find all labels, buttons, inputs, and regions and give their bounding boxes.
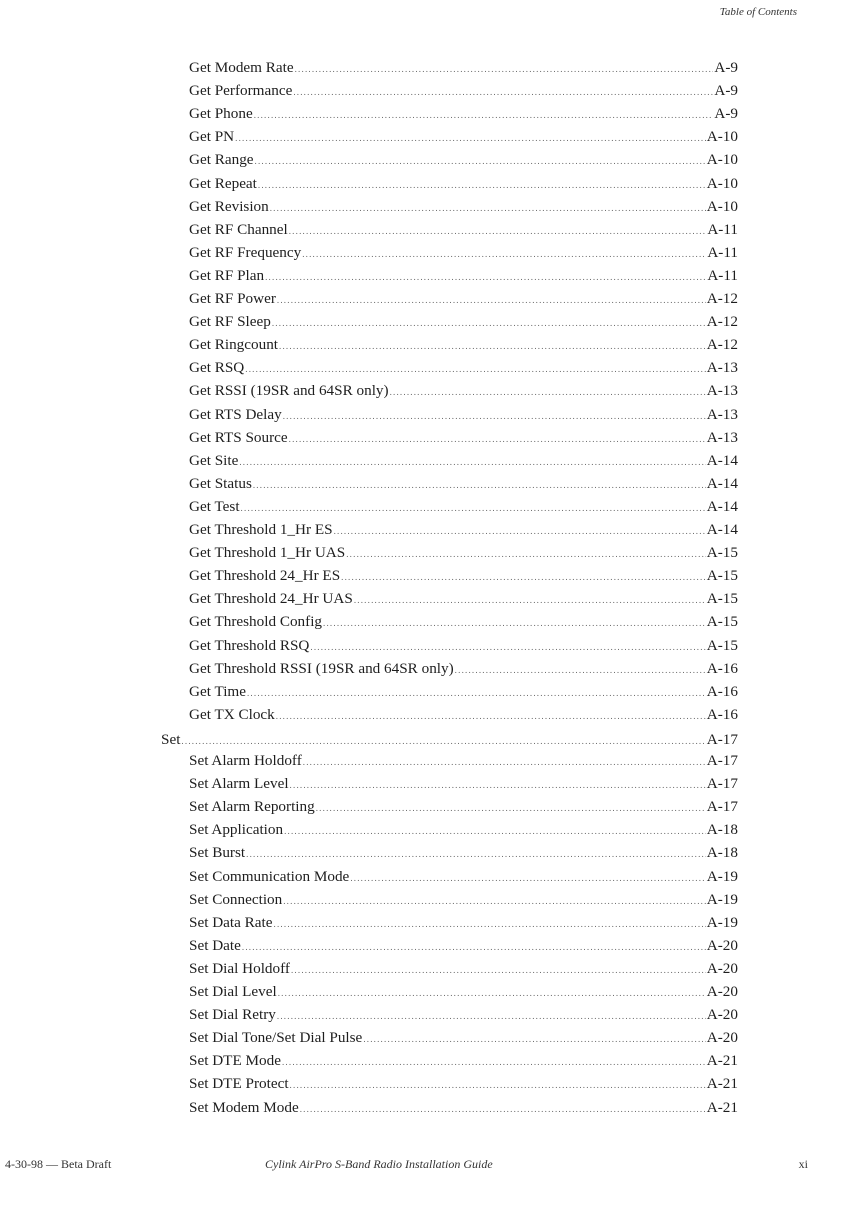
toc-entry-label: Get RSQ xyxy=(189,359,245,377)
toc-entry-label: Get Threshold Config xyxy=(189,613,323,631)
toc-entry-page: A-14 xyxy=(706,451,738,469)
toc-entry[interactable] xyxy=(189,333,738,356)
toc-entry-label: Get Time xyxy=(189,682,246,700)
page-footer xyxy=(0,1157,865,1177)
toc-leader-dots xyxy=(254,104,714,125)
toc-entry-page: A-13 xyxy=(706,359,738,377)
toc-leader-dots xyxy=(316,797,706,818)
toc-entry-page: A-19 xyxy=(706,867,738,885)
toc-entry[interactable] xyxy=(189,449,738,472)
toc-leader-dots xyxy=(283,890,706,911)
toc-entry[interactable] xyxy=(189,980,738,1003)
toc-entry-page: A-11 xyxy=(707,243,738,261)
toc-entry-label: Set Dial Level xyxy=(189,983,277,1000)
toc-leader-dots xyxy=(291,959,706,980)
toc-entry-page: A-17 xyxy=(706,752,738,769)
toc-leader-dots xyxy=(293,81,713,102)
toc-leader-dots xyxy=(245,358,706,379)
toc-entry-label: Get RSSI (19SR and 64SR only) xyxy=(189,382,389,400)
toc-entry-label: Get Performance xyxy=(189,82,293,100)
toc-entry-label: Get RF Channel xyxy=(189,220,288,238)
toc-entry[interactable] xyxy=(189,957,738,980)
toc-entry[interactable] xyxy=(189,241,738,264)
toc-leader-dots xyxy=(279,335,706,356)
toc-entry[interactable] xyxy=(189,518,738,541)
toc-entry-label: Set DTE Protect xyxy=(189,1075,289,1093)
toc-entry[interactable] xyxy=(189,287,738,310)
toc-entry-label: Get RF Sleep xyxy=(189,313,271,331)
toc-entry-page: A-20 xyxy=(706,1029,738,1047)
toc-leader-dots xyxy=(277,1005,706,1026)
toc-leader-dots xyxy=(241,497,706,518)
toc-entry[interactable] xyxy=(161,728,738,751)
footer-date: 4-30-98 — Beta Draft xyxy=(5,1157,112,1171)
toc-entry-page: A-14 xyxy=(706,521,738,538)
toc-entry-label: Set xyxy=(161,730,181,748)
toc-entry-page: A-14 xyxy=(706,497,738,515)
toc-entry[interactable] xyxy=(189,1003,738,1026)
toc-entry[interactable] xyxy=(189,680,738,703)
toc-leader-dots xyxy=(455,659,706,680)
toc-leader-dots xyxy=(334,520,706,541)
toc-leader-dots xyxy=(295,58,714,79)
toc-entry[interactable] xyxy=(189,172,738,195)
toc-entry[interactable] xyxy=(189,1026,738,1049)
toc-leader-dots xyxy=(282,1051,706,1072)
toc-entry-label: Set Dial Tone/Set Dial Pulse xyxy=(189,1029,363,1047)
toc-entry-label: Get Ringcount xyxy=(189,336,279,354)
toc-entry[interactable] xyxy=(189,795,738,818)
toc-entry-page: A-10 xyxy=(706,197,738,215)
toc-entry-page: A-10 xyxy=(706,174,738,192)
toc-entry-label: Get Modem Rate xyxy=(189,59,294,76)
toc-entry[interactable] xyxy=(189,195,738,218)
toc-entry[interactable] xyxy=(189,379,738,402)
toc-entry-page: A-20 xyxy=(706,1006,738,1024)
toc-entry-page: A-13 xyxy=(706,382,738,400)
toc-entry-label: Set Date xyxy=(189,936,241,954)
toc-leader-dots xyxy=(300,1098,706,1119)
toc-entry-page: A-11 xyxy=(707,266,738,284)
toc-entry-label: Get Threshold 24_Hr ES xyxy=(189,567,341,585)
toc-entry-label: Set Application xyxy=(189,821,284,839)
toc-entry-page: A-15 xyxy=(706,544,738,562)
toc-entry-label: Get Test xyxy=(189,497,240,515)
toc-leader-dots xyxy=(181,730,705,751)
toc-entry[interactable] xyxy=(189,610,738,633)
toc-entry[interactable] xyxy=(189,264,738,287)
toc-leader-dots xyxy=(265,266,706,287)
toc-leader-dots xyxy=(283,405,706,426)
toc-leader-dots xyxy=(284,820,706,841)
toc-entry-page: A-14 xyxy=(706,474,738,492)
toc-leader-dots xyxy=(277,289,706,310)
toc-leader-dots xyxy=(246,843,706,864)
toc-entry[interactable] xyxy=(189,148,738,171)
toc-entry[interactable] xyxy=(189,218,738,241)
toc-entry[interactable] xyxy=(189,125,738,148)
toc-entry-page: A-12 xyxy=(706,313,738,331)
toc-entry-label: Get Threshold 1_Hr ES xyxy=(189,521,333,538)
toc-entry-label: Get Status xyxy=(189,474,252,492)
toc-entry-page: A-17 xyxy=(706,798,738,816)
toc-entry-label: Set Alarm Reporting xyxy=(189,798,315,816)
toc-entry-page: A-17 xyxy=(706,730,738,748)
toc-entry-page: A-21 xyxy=(706,1098,738,1116)
toc-entry-page: A-10 xyxy=(706,151,738,169)
toc-entry-label: Get RF Power xyxy=(189,290,276,307)
toc-leader-dots xyxy=(272,312,706,333)
toc-leader-dots xyxy=(278,982,706,1003)
toc-entry-page: A-16 xyxy=(706,682,738,700)
footer-guide-title: Cylink AirPro S-Band Radio Installation Guide xyxy=(265,1157,493,1171)
toc-entry-page: A-19 xyxy=(706,890,738,908)
toc-entry-page: A-21 xyxy=(706,1075,738,1093)
toc-entry-page: A-15 xyxy=(706,636,738,654)
toc-leader-dots xyxy=(346,543,706,564)
toc-entry-page: A-13 xyxy=(706,405,738,423)
toc-entry-label: Get Threshold RSQ xyxy=(189,636,310,654)
toc-entry-page: A-12 xyxy=(706,336,738,354)
toc-entry[interactable] xyxy=(189,541,738,564)
toc-leader-dots xyxy=(302,243,706,264)
toc-entry-label: Get Phone xyxy=(189,105,253,123)
toc-leader-dots xyxy=(274,913,706,934)
toc-entry[interactable] xyxy=(189,634,738,657)
toc-entry-page: A-13 xyxy=(706,428,738,446)
toc-leader-dots xyxy=(270,197,706,218)
toc-entry-label: Get RF Frequency xyxy=(189,243,302,261)
toc-entry-label: Get TX Clock xyxy=(189,705,275,723)
toc-entry[interactable] xyxy=(189,403,738,426)
toc-entry-label: Set Modem Mode xyxy=(189,1098,299,1116)
toc-entry[interactable] xyxy=(189,1049,738,1072)
toc-entry-label: Get Site xyxy=(189,451,239,469)
toc-entry[interactable] xyxy=(189,472,738,495)
toc-entry-label: Set Dial Holdoff xyxy=(189,959,290,977)
toc-leader-dots xyxy=(290,1074,706,1095)
toc-entry-label: Get Range xyxy=(189,151,254,169)
toc-entry-page: A-20 xyxy=(706,959,738,977)
toc-entry-page: A-17 xyxy=(706,775,738,793)
toc-entry-label: Set Data Rate xyxy=(189,913,273,931)
toc-entry-page: A-10 xyxy=(706,128,738,146)
toc-entry-page: A-16 xyxy=(706,659,738,677)
toc-entry-page: A-9 xyxy=(714,59,738,76)
toc-entry-page: A-9 xyxy=(714,82,738,100)
toc-entry-label: Set Connection xyxy=(189,890,283,908)
toc-entry-label: Get RTS Delay xyxy=(189,405,282,423)
toc-entry-label: Set Alarm Holdoff xyxy=(189,752,302,769)
toc-leader-dots xyxy=(390,381,706,402)
toc-entry[interactable] xyxy=(189,1072,738,1095)
toc-leader-dots xyxy=(341,566,706,587)
running-header: Table of Contents xyxy=(719,6,797,18)
toc-entry-page: A-12 xyxy=(706,290,738,307)
toc-leader-dots xyxy=(303,751,706,772)
toc-leader-dots xyxy=(253,474,706,495)
toc-entry[interactable] xyxy=(189,772,738,795)
toc-entry-label: Get Threshold 24_Hr UAS xyxy=(189,590,353,608)
toc-entry-label: Get Threshold RSSI (19SR and 64SR only) xyxy=(189,659,454,677)
toc-leader-dots xyxy=(354,589,706,610)
toc-entry[interactable] xyxy=(189,356,738,379)
toc-entry-page: A-15 xyxy=(706,590,738,608)
toc-leader-dots xyxy=(258,174,706,195)
toc-leader-dots xyxy=(276,705,706,726)
toc-entry[interactable] xyxy=(189,818,738,841)
toc-entry-page: A-18 xyxy=(706,844,738,862)
toc-entry-label: Get RTS Source xyxy=(189,428,288,446)
toc-entry-page: A-21 xyxy=(706,1052,738,1070)
toc-entry-label: Get Repeat xyxy=(189,174,257,192)
toc-leader-dots xyxy=(350,867,705,888)
toc-entry-label: Set Dial Retry xyxy=(189,1006,276,1024)
toc-entry-label: Set Alarm Level xyxy=(189,775,289,793)
toc-entry[interactable] xyxy=(189,1096,738,1119)
toc-leader-dots xyxy=(255,150,706,171)
toc-leader-dots xyxy=(247,682,706,703)
toc-entry[interactable] xyxy=(189,56,738,79)
toc-entry-label: Get RF Plan xyxy=(189,266,265,284)
toc-entry-label: Set DTE Mode xyxy=(189,1052,281,1070)
toc-entry-page: A-15 xyxy=(706,613,738,631)
toc-leader-dots xyxy=(323,612,706,633)
toc-entry-label: Set Communication Mode xyxy=(189,867,350,885)
toc-entry-page: A-20 xyxy=(706,983,738,1000)
toc-entry[interactable] xyxy=(189,495,738,518)
toc-entry[interactable] xyxy=(189,911,738,934)
toc-entry[interactable] xyxy=(189,703,738,726)
toc-leader-dots xyxy=(235,127,706,148)
toc-leader-dots xyxy=(242,936,706,957)
toc-leader-dots xyxy=(289,428,706,449)
toc-entry-page: A-18 xyxy=(706,821,738,839)
toc-entry[interactable] xyxy=(189,657,738,680)
toc-entry[interactable] xyxy=(189,865,738,888)
toc-entry-page: A-20 xyxy=(706,936,738,954)
toc-entry[interactable] xyxy=(189,587,738,610)
toc-entry[interactable] xyxy=(189,749,738,772)
toc-entry[interactable] xyxy=(189,934,738,957)
toc-entry-label: Get Threshold 1_Hr UAS xyxy=(189,544,346,562)
toc-leader-dots xyxy=(290,774,706,795)
toc-entry-label: Set Burst xyxy=(189,844,246,862)
toc-entry[interactable] xyxy=(189,841,738,864)
toc-entry[interactable] xyxy=(189,79,738,102)
toc-leader-dots xyxy=(289,220,707,241)
toc-entry-page: A-15 xyxy=(706,567,738,585)
toc-entry-page: A-9 xyxy=(714,105,738,123)
toc-entry[interactable] xyxy=(189,426,738,449)
toc-entry[interactable] xyxy=(189,310,738,333)
toc-entry-label: Get PN xyxy=(189,128,235,146)
toc-leader-dots xyxy=(310,636,705,657)
toc-leader-dots xyxy=(363,1028,705,1049)
toc-entry[interactable] xyxy=(189,564,738,587)
toc-entry-page: A-11 xyxy=(707,220,738,238)
toc-entry-page: A-19 xyxy=(706,913,738,931)
toc-entry-page: A-16 xyxy=(706,705,738,723)
toc-leader-dots xyxy=(239,451,705,472)
toc-entry-label: Get Revision xyxy=(189,197,269,215)
toc-entry[interactable] xyxy=(189,888,738,911)
footer-page-number: xi xyxy=(798,1157,808,1171)
toc-entry[interactable] xyxy=(189,102,738,125)
